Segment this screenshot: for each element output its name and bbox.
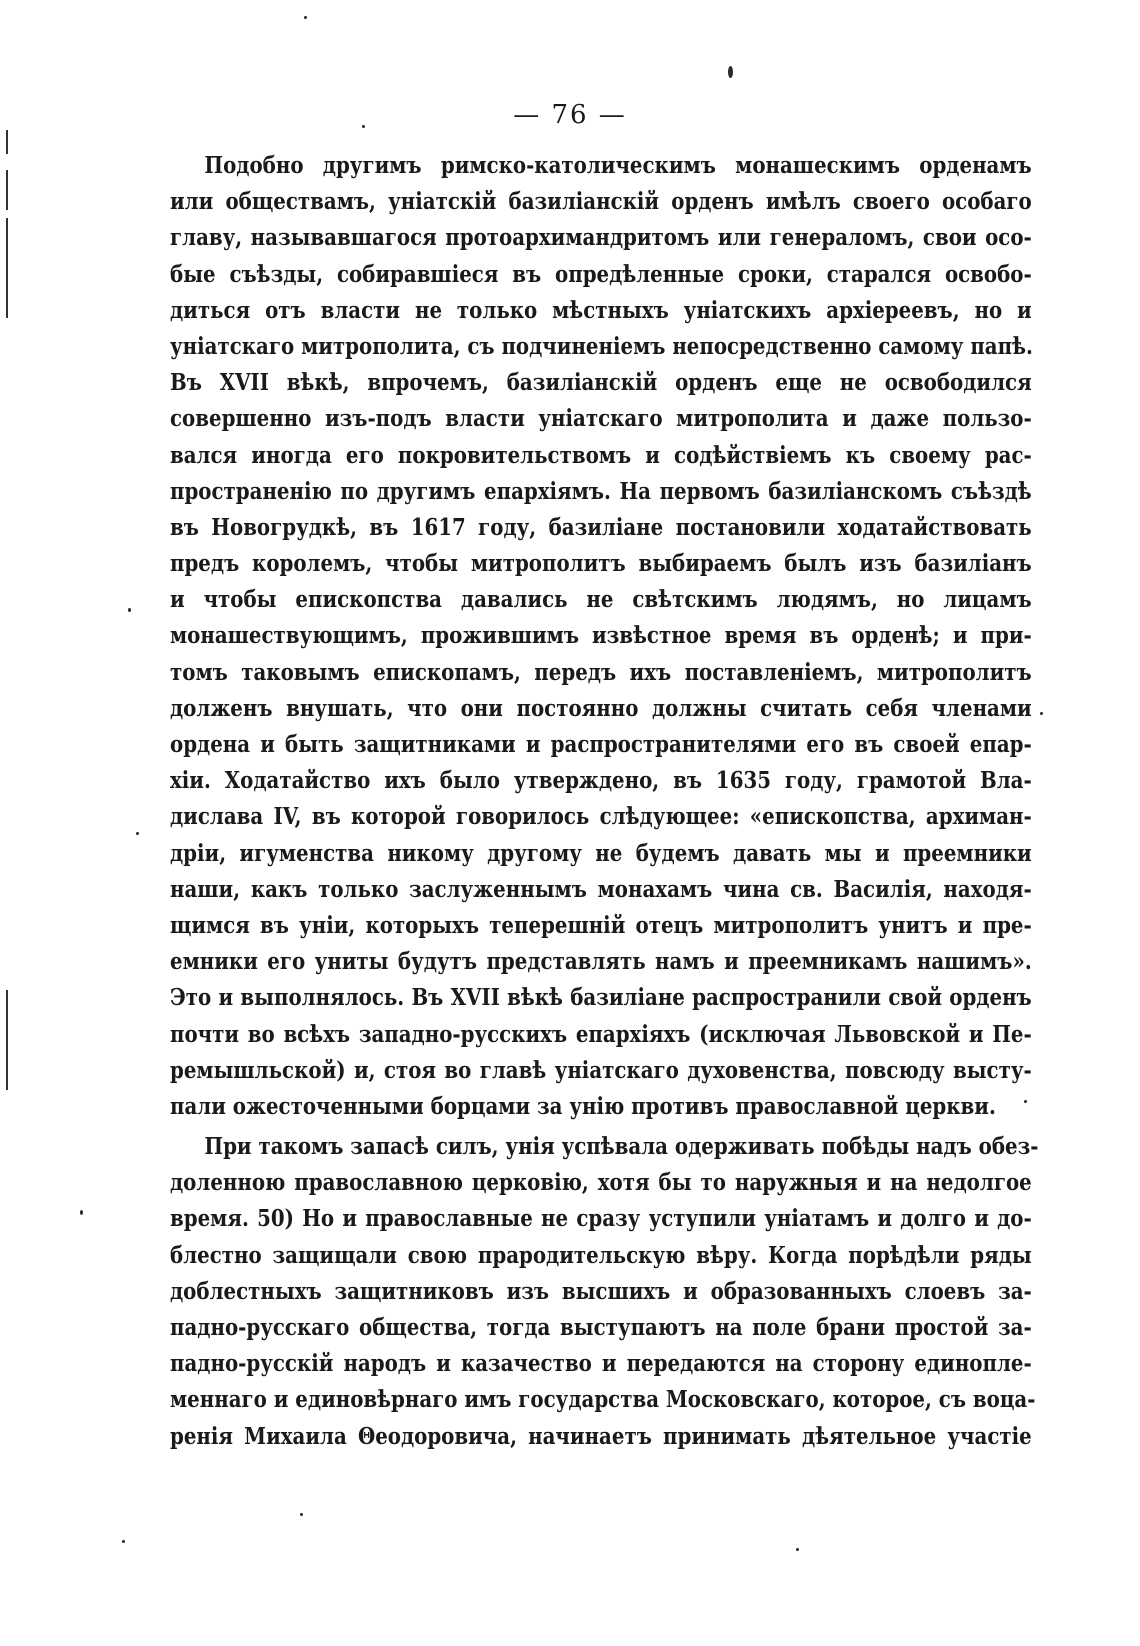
- scan-edge-mark: [6, 990, 8, 1040]
- scan-edge-mark: [6, 1040, 8, 1090]
- text-line: Подобно другимъ римско-католическимъ монашескимъ орденамъ: [204, 152, 1032, 179]
- text-line: щимся въ уніи, которыхъ теперешній отецъ митрополитъ унитъ и пре-: [170, 911, 1032, 939]
- scan-edge-mark: [6, 218, 8, 318]
- text-line: или обществамъ, уніатскій базиліанскій орденъ имѣлъ своего особаго: [170, 188, 1032, 216]
- text-line: емники его униты будутъ представлять намъ и преемникамъ нашимъ».: [170, 948, 1032, 976]
- text-line: ордена и быть защитниками и распространителями его въ своей епар-: [170, 731, 1032, 758]
- text-line: При такомъ запасѣ силъ, унія успѣвала одерживать побѣды надъ обез-: [204, 1133, 1039, 1161]
- text-line: уніатскаго митрополита, съ подчиненіемъ непосредственно самому папѣ.: [170, 332, 1033, 360]
- text-line: доблестныхъ защитниковъ изъ высшихъ и образованныхъ слоевъ за-: [170, 1277, 1032, 1305]
- scan-speck: [136, 832, 139, 835]
- scan-speck: [122, 1540, 125, 1543]
- text-line: Въ XVII вѣкѣ, впрочемъ, базиліанскій орденъ еще не освободился: [170, 369, 1032, 397]
- scan-speck: [304, 16, 307, 19]
- text-line: бые съѣзды, собиравшіеся въ опредѣленные сроки, старался освобо-: [170, 260, 1032, 288]
- text-line: блестно защищали свою прародительскую вѣру. Когда порѣдѣли ряды: [170, 1241, 1032, 1269]
- scan-speck: [1024, 1100, 1027, 1103]
- text-line: долженъ внушать, что они постоянно должны считать себя членами: [170, 694, 1032, 722]
- scan-speck: [300, 1513, 303, 1516]
- scan-speck: [728, 66, 733, 78]
- text-line: дислава IV, въ которой говорилось слѣдующее: «епископства, архиман-: [170, 803, 1032, 831]
- body-text: [170, 148, 1039, 1455]
- text-line: вался иногда его покровительствомъ и содѣйствіемъ къ своему рас-: [170, 441, 1032, 469]
- text-line: наши, какъ только заслуженнымъ монахамъ чина св. Василія, находя-: [170, 875, 1032, 903]
- text-line: и чтобы епископства давались не свѣтскимъ людямъ, но лицамъ: [170, 586, 1032, 614]
- scan-speck: [362, 125, 365, 128]
- scan-speck: [80, 1210, 83, 1215]
- text-line: диться отъ власти не только мѣстныхъ уніатскихъ архіереевъ, но и: [170, 296, 1032, 324]
- text-line: пространенію по другимъ епархіямъ. На первомъ базиліанскомъ съѣздѣ: [170, 477, 1032, 505]
- text-line: главу, называвшагося протоархимандритомъ или генераломъ, свои осо-: [170, 224, 1032, 252]
- text-line: предъ королемъ, чтобы митрополитъ выбираемъ былъ изъ базиліанъ: [170, 550, 1032, 578]
- scan-speck: [1040, 712, 1043, 715]
- text-line: дріи, игуменства никому другому не будемъ давать мы и преемники: [170, 839, 1032, 867]
- text-line: почти во всѣхъ западно-русскихъ епархіяхъ (исключая Львовской и Пе-: [170, 1020, 1032, 1048]
- text-line: совершенно изъ-подъ власти уніатскаго митрополита и даже пользо-: [170, 405, 1032, 433]
- scan-edge-mark: [6, 130, 8, 154]
- text-line: томъ таковымъ епископамъ, передъ ихъ поставленіемъ, митрополитъ: [170, 658, 1032, 686]
- text-line: доленною православною церковію, хотя бы то наружныя и на недолгое: [170, 1169, 1032, 1197]
- text-line: время. 50) Но и православные не сразу уступили уніатамъ и долго и до-: [170, 1205, 1032, 1233]
- text-line: пали ожесточенными борцами за унію противъ православной церкви.: [170, 1092, 996, 1120]
- text-line: падно-русскаго общества, тогда выступаютъ на поле брани простой за-: [170, 1314, 1032, 1341]
- text-line: ремышльской) и, стоя во главѣ уніатскаго духовенства, повсюду высту-: [170, 1056, 1032, 1084]
- text-line: въ Новогрудкѣ, въ 1617 году, базиліане постановили ходатайствовать: [170, 513, 1032, 541]
- text-line: Это и выполнялось. Въ XVII вѣкѣ базиліане распространили свой орденъ: [170, 984, 1032, 1012]
- text-line: падно-русскій народъ и казачество и передаются на сторону единопле-: [170, 1350, 1032, 1378]
- scan-speck: [128, 608, 131, 612]
- scan-speck: [796, 1548, 799, 1551]
- scan-edge-mark: [6, 170, 8, 210]
- text-line: хіи. Ходатайство ихъ было утверждено, въ 1635 году, грамотой Вла-: [170, 767, 1032, 795]
- page-number: — 76 —: [513, 100, 627, 130]
- text-line: меннаго и единовѣрнаго имъ государства Московскаго, которое, съ воца-: [170, 1386, 1036, 1414]
- text-line: ренія Михаила Θеодоровича, начинаетъ принимать дѣятельное участіе: [170, 1422, 1032, 1450]
- text-line: монашествующимъ, прожившимъ извѣстное время въ орденѣ; и при-: [170, 622, 1032, 650]
